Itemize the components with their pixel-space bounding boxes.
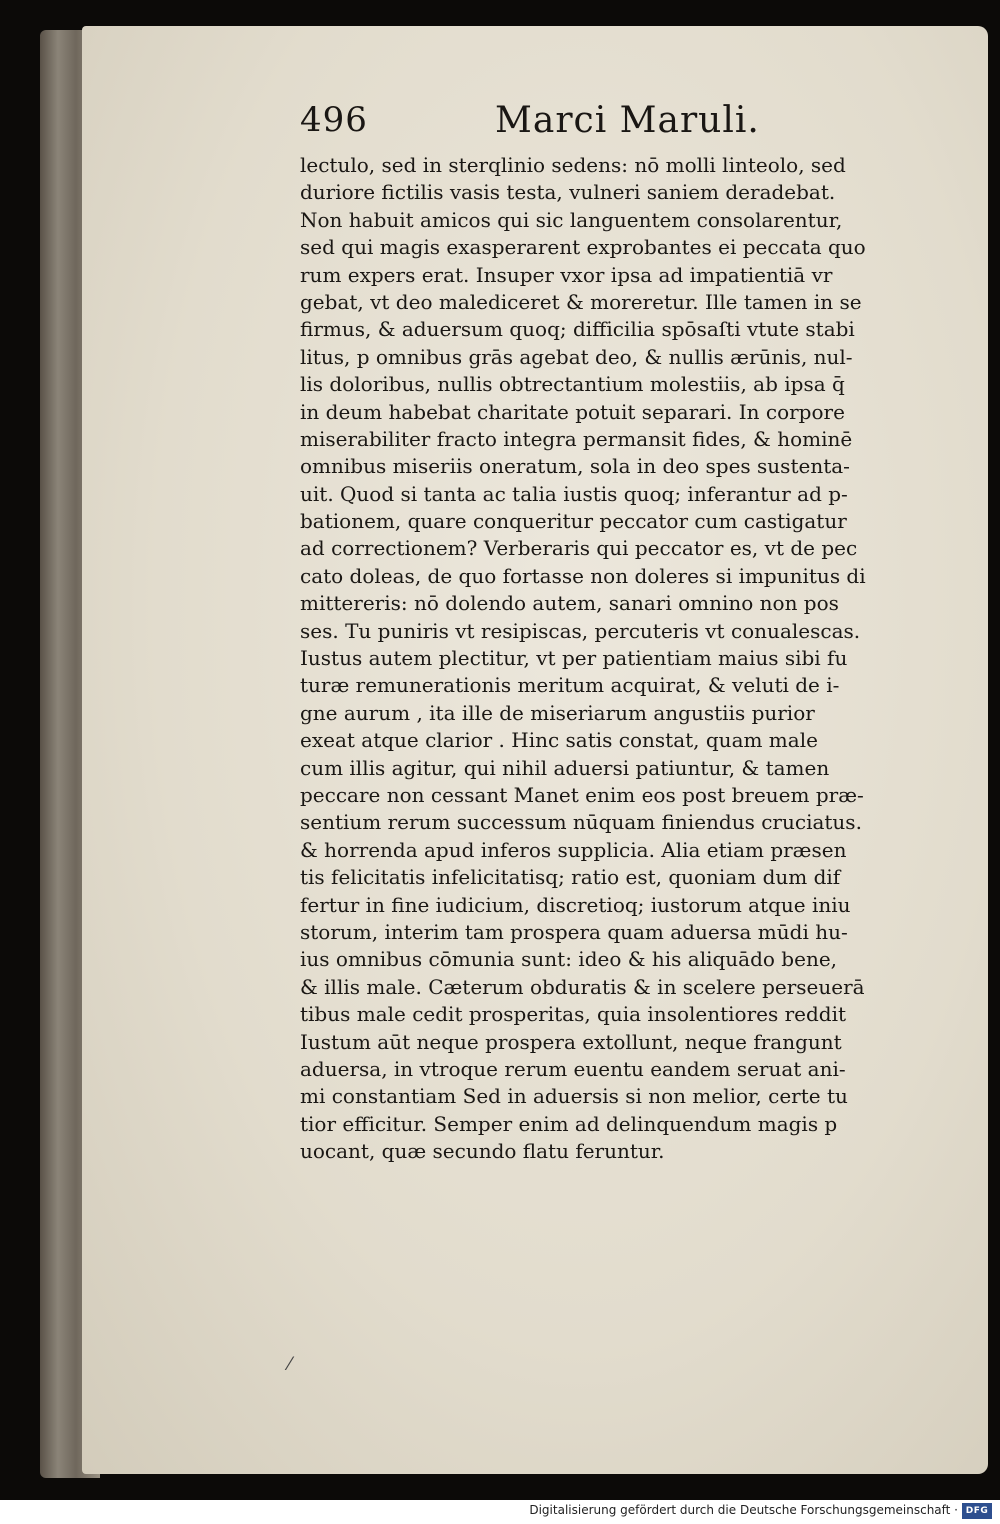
text-line: Non habuit amicos qui sic languentem consolarentur, (300, 207, 843, 232)
funding-credit: Digitalisierung gefördert durch die Deutsche Forschungsgemeinschaft · (529, 1503, 958, 1517)
text-line: storum, interim tam prospera quam aduersa mūdi hu- (300, 919, 848, 944)
text-line: lis doloribus, nullis obtrectantium molestiis, ab ipsa q̄ (300, 372, 845, 397)
text-line: tibus male cedit prosperitas, quia insolentiores reddit (300, 1002, 847, 1027)
text-line: ses. Tu puniris vt resipiscas, percuteris vt conualescas. (300, 618, 861, 643)
page-number: 496 (300, 100, 368, 140)
stray-mark: ⁄ (288, 1354, 292, 1375)
dfg-logo-icon: DFG (962, 1503, 992, 1519)
text-line: mittereris: nō dolendo autem, sanari omnino non pos (300, 591, 839, 616)
text-line: tior efficitur. Semper enim ad delinquendum magis p (300, 1111, 838, 1136)
text-line: Iustum aūt neque prospera extollunt, neque frangunt (300, 1029, 842, 1054)
text-line: mi constantiam Sed in aduersis si non melior, certe tu (300, 1084, 848, 1109)
text-line: litus, p omnibus grās agebat deo, & nullis ærūnis, nul- (300, 344, 853, 369)
digitization-footer (0, 1500, 1000, 1524)
text-line: sentium rerum successum nūquam finiendus cruciatus. (300, 810, 862, 835)
text-line: firmus, & aduersum quoq; difficilia spōsaſti vtute stabi (300, 317, 855, 342)
text-line: gne aurum , ita ille de miseriarum angustiis purior (300, 700, 815, 725)
text-line: tis felicitatis infelicitatisq; ratio est, quoniam dum dif (300, 865, 841, 890)
text-line: Iustus autem plectitur, vt per patientiam maius sibi fu (300, 646, 848, 671)
text-line: & horrenda apud inferos supplicia. Alia etiam præsen (300, 837, 847, 862)
text-line: bationem, quare conqueritur peccator cum castigatur (300, 509, 847, 534)
text-line: omnibus miseriis oneratum, sola in deo spes sustenta- (300, 454, 850, 479)
text-line: cum illis agitur, qui nihil aduersi patiuntur, & tamen (300, 755, 830, 780)
running-title: Marci Maruli. (495, 100, 760, 141)
text-line: rum expers erat. Insuper vxor ipsa ad impatientiā vr (300, 262, 833, 287)
text-line: lectulo, sed in sterqlinio sedens: nō molli linteolo, sed (300, 153, 846, 177)
text-line: peccare non cessant Manet enim eos post breuem præ- (300, 782, 864, 807)
text-line: aduersa, in vtroque rerum euentu eandem seruat ani- (300, 1056, 846, 1081)
text-line: uit. Quod si tanta ac talia iustis quoq; inferantur ad p- (300, 481, 848, 506)
text-line: ius omnibus cōmunia sunt: ideo & his aliquādo bene, (300, 947, 838, 972)
text-line: ad correctionem? Verberaris qui peccator es, vt de pec (300, 536, 858, 561)
text-line: uocant, quæ secundo flatu feruntur. (300, 1139, 665, 1164)
text-line: in deum habebat charitate potuit separari. In corpore (300, 399, 845, 424)
text-line: sed qui magis exasperarent exprobantes ei peccata quo (300, 235, 866, 260)
body-text (300, 152, 950, 1165)
page-header (300, 100, 950, 148)
text-line: duriore fictilis vasis testa, vulneri saniem deradebat. (300, 180, 836, 205)
text-line: cato doleas, de quo fortasse non doleres si impunitus di (300, 563, 866, 588)
text-line: & illis male. Cæterum obduratis & in scelere perseuerā (300, 974, 865, 999)
text-line: turæ remunerationis meritum acquirat, & veluti de i- (300, 673, 840, 698)
text-line: exeat atque clarior . Hinc satis constat, quam male (300, 728, 818, 753)
text-line: gebat, vt deo malediceret & moreretur. Ille tamen in se (300, 289, 862, 314)
text-line: fertur in fine iudicium, discretioq; iustorum atque iniu (300, 892, 851, 917)
text-line: miserabiliter fracto integra permansit fides, & hominē (300, 426, 853, 451)
